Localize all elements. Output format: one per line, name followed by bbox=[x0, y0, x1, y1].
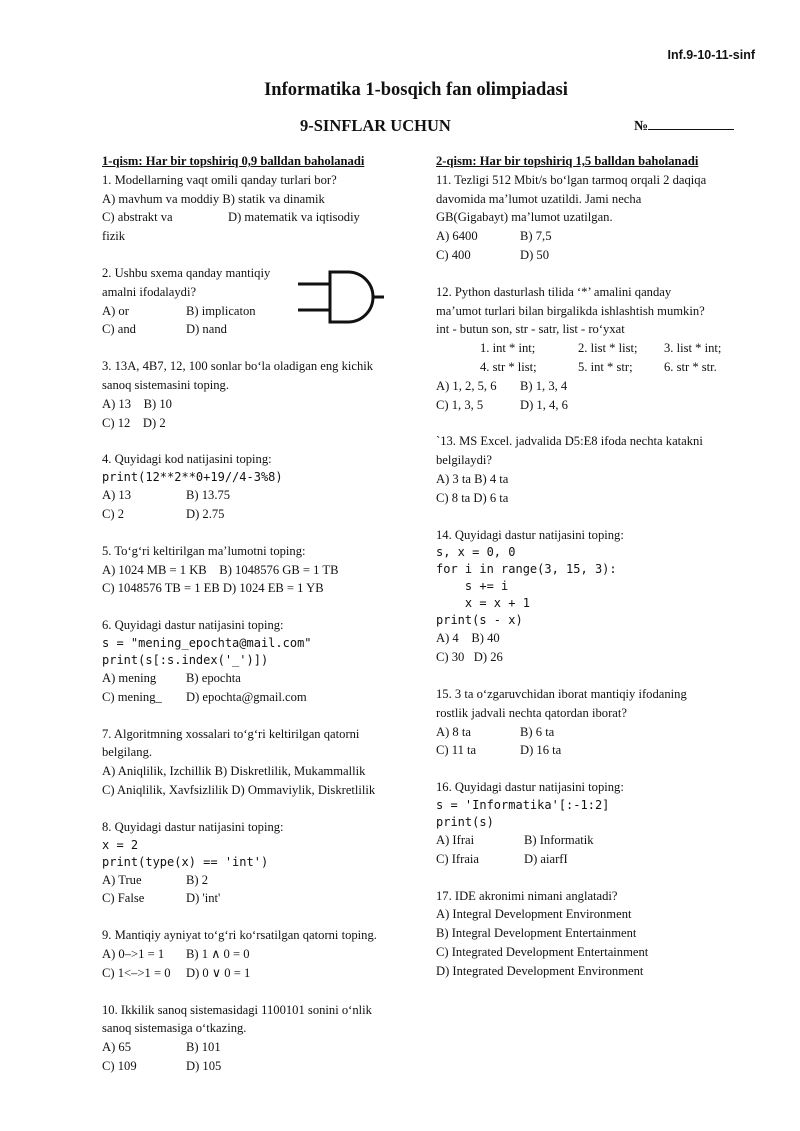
option-b: B) 13.75 bbox=[186, 488, 231, 503]
options-row: C) 8 ta D) 6 ta bbox=[436, 490, 509, 505]
option-d: D) epochta@gmail.com bbox=[186, 689, 307, 704]
option-c: C) False bbox=[102, 891, 145, 906]
code-snippet: print(type(x) == 'int') bbox=[102, 854, 269, 869]
question-text: 8. Quyidagi dastur natijasini toping: bbox=[102, 819, 284, 834]
part-two-heading: 2-qism: Har bir topshiriq 1,5 balldan baholanadi bbox=[436, 154, 699, 168]
class-tag: Inf.9-10-11-sinf bbox=[667, 48, 755, 62]
code-snippet: s = "mening_epochta@mail.com" bbox=[102, 635, 312, 650]
part-two-column bbox=[436, 152, 766, 999]
page-title: Informatika 1-bosqich fan olimpiadasi bbox=[264, 80, 568, 100]
part-one-heading: 1-qism: Har bir topshiriq 0,9 balldan baholanadi bbox=[102, 154, 365, 168]
options-row: A) Aniqlilik, Izchillik B) Diskretlilik, Mukammallik bbox=[102, 764, 366, 779]
question-text: ma’umot turlari bilan birgalikda ishlashtish mumkin? bbox=[436, 303, 705, 318]
question-text: GB(Gigabayt) ma’lumot uzatilgan. bbox=[436, 210, 613, 225]
option-a: A) or bbox=[102, 303, 129, 318]
question-text: davomida ma’lumot uzatildi. Jami necha bbox=[436, 191, 642, 206]
list-item: 4. str * list; bbox=[480, 359, 537, 374]
option-d: D) nand bbox=[186, 322, 227, 337]
options-row: A) 4 B) 40 bbox=[436, 631, 500, 646]
options bbox=[102, 871, 402, 909]
option-d: D) 16 ta bbox=[520, 743, 562, 758]
question-12 bbox=[436, 283, 766, 415]
option-a: A) 65 bbox=[102, 1040, 132, 1055]
question-text: int - butun son, str - satr, list - ro‘yxat bbox=[436, 322, 625, 337]
question-15 bbox=[436, 685, 766, 760]
option-a: A) True bbox=[102, 872, 142, 887]
question-14 bbox=[436, 526, 766, 667]
code-snippet: x = 2 bbox=[102, 837, 139, 852]
options bbox=[436, 831, 766, 869]
list-item: 6. str * str. bbox=[664, 359, 717, 374]
option-c: C) 2 bbox=[102, 506, 125, 521]
question-1 bbox=[102, 171, 402, 246]
options bbox=[102, 945, 402, 983]
option-b: B) epochta bbox=[186, 670, 241, 685]
number-label: № bbox=[634, 119, 649, 134]
option-a: A) 1, 2, 5, 6 bbox=[436, 378, 497, 393]
question-text: 6. Quyidagi dastur natijasini toping: bbox=[102, 618, 284, 633]
number-field bbox=[634, 118, 734, 135]
code-snippet: print(12**2**0+19//4-3%8) bbox=[102, 470, 283, 485]
question-6 bbox=[102, 616, 402, 706]
option-b: B) 2 bbox=[186, 872, 209, 887]
question-text: amalni ifodalaydi? bbox=[102, 284, 197, 299]
question-text: 5. To‘g‘ri keltirilgan ma’lumotni toping: bbox=[102, 543, 306, 558]
option-d: D) 2.75 bbox=[186, 506, 225, 521]
question-text: belgilang. bbox=[102, 745, 153, 760]
question-text: 15. 3 ta o‘zgaruvchidan iborat mantiqiy ifodaning bbox=[436, 686, 687, 701]
option-d: D) matematik va iqtisodiy bbox=[228, 210, 360, 225]
code-snippet: s = 'Informatika'[:-1:2] bbox=[436, 797, 610, 812]
question-text: 9. Mantiqiy ayniyat to‘g‘ri ko‘rsatilgan qatorni toping. bbox=[102, 928, 377, 943]
option-d: D) Integrated Development Environment bbox=[436, 963, 644, 978]
question-text: `13. MS Excel. jadvalida D5:E8 ifoda nechta katakni bbox=[436, 434, 703, 449]
question-text: 1. Modellarning vaqt omili qanday turlari bor? bbox=[102, 172, 337, 187]
option-c: C) Ifraia bbox=[436, 851, 480, 866]
option-b: B) Informatik bbox=[524, 832, 594, 847]
options bbox=[436, 377, 766, 415]
question-3 bbox=[102, 357, 402, 432]
question-4 bbox=[102, 450, 402, 523]
question-9 bbox=[102, 926, 402, 982]
option-a: A) 6400 bbox=[436, 229, 478, 244]
number-blank-line bbox=[648, 118, 734, 130]
combination-list bbox=[436, 339, 766, 377]
options bbox=[436, 723, 766, 761]
option-c: C) 11 ta bbox=[436, 743, 477, 758]
option-d: D) 0 ∨ 0 = 1 bbox=[186, 965, 251, 980]
list-item: 2. list * list; bbox=[578, 341, 638, 356]
and-gate-icon bbox=[296, 264, 386, 330]
option-d: D) 'int' bbox=[186, 891, 221, 906]
option-c: C) mening_ bbox=[102, 689, 162, 704]
option-b: B) 1, 3, 4 bbox=[520, 378, 568, 393]
options bbox=[102, 1038, 402, 1076]
code-snippet: print(s) bbox=[436, 814, 494, 829]
options-row: A) 1024 MB = 1 KB B) 1048576 GB = 1 TB bbox=[102, 562, 339, 577]
options-row: A) mavhum va moddiy B) statik va dinamik bbox=[102, 191, 325, 206]
part-one-column bbox=[102, 152, 402, 1094]
question-11 bbox=[436, 171, 766, 265]
option-b: B) 7,5 bbox=[520, 229, 552, 244]
option-c: C) 109 bbox=[102, 1058, 137, 1073]
question-16 bbox=[436, 778, 766, 868]
question-text: 12. Python dasturlash tilida ‘*’ amalini qanday bbox=[436, 284, 672, 299]
option-c: C) 1<–>1 = 0 bbox=[102, 965, 171, 980]
option-a: A) mening bbox=[102, 670, 157, 685]
options bbox=[102, 669, 402, 707]
question-5 bbox=[102, 542, 402, 598]
option-c: C) 1, 3, 5 bbox=[436, 397, 484, 412]
option-a: A) 8 ta bbox=[436, 724, 471, 739]
question-text: 4. Quyidagi kod natijasini toping: bbox=[102, 452, 272, 467]
option-c: C) and bbox=[102, 322, 136, 337]
question-text: 16. Quyidagi dastur natijasini toping: bbox=[436, 780, 624, 795]
options-row: C) Aniqlilik, Xavfsizlilik D) Ommaviylik, Diskretlilik bbox=[102, 782, 376, 797]
code-snippet: print(s[:s.index('_')]) bbox=[102, 652, 269, 667]
option-d: D) 105 bbox=[186, 1058, 222, 1073]
options-row: A) 3 ta B) 4 ta bbox=[436, 471, 509, 486]
options bbox=[102, 208, 402, 246]
list-item: 5. int * str; bbox=[578, 359, 633, 374]
options-row: A) 13 B) 10 bbox=[102, 396, 172, 411]
question-text: 2. Ushbu sxema qanday mantiqiy bbox=[102, 265, 271, 280]
question-text: 14. Quyidagi dastur natijasini toping: bbox=[436, 527, 624, 542]
option-a: A) 0–>1 = 1 bbox=[102, 946, 165, 961]
option-c: C) 400 bbox=[436, 247, 471, 262]
option-b: B) 1 ∧ 0 = 0 bbox=[186, 946, 250, 961]
list-item: 1. int * int; bbox=[480, 341, 536, 356]
question-text: 11. Tezligi 512 Mbit/s bo‘lgan tarmoq orqali 2 daqiqa bbox=[436, 172, 707, 187]
page-subtitle: 9-SINFLAR UCHUN bbox=[300, 116, 451, 135]
options-row: C) 30 D) 26 bbox=[436, 650, 503, 665]
option-b: B) Integral Development Entertainment bbox=[436, 926, 637, 941]
option-b: B) 6 ta bbox=[520, 724, 555, 739]
code-snippet: s, x = 0, 0 for i in range(3, 15, 3): s += i x = x + 1 print(s - x) bbox=[436, 545, 617, 628]
option-a: A) 13 bbox=[102, 488, 132, 503]
question-10 bbox=[102, 1001, 402, 1076]
question-13 bbox=[436, 432, 766, 507]
list-item: 3. list * int; bbox=[664, 341, 722, 356]
question-text: 17. IDE akronimi nimani anglatadi? bbox=[436, 888, 618, 903]
question-text: sanoq sistemasini toping. bbox=[102, 377, 229, 392]
question-text: sanoq sistemasiga o‘tkazing. bbox=[102, 1021, 247, 1036]
question-text: 3. 13A, 4B7, 12, 100 sonlar bo‘la oladigan eng kichik bbox=[102, 359, 374, 374]
question-17 bbox=[436, 887, 766, 981]
question-2 bbox=[102, 264, 402, 339]
option-b: B) implicaton bbox=[186, 303, 256, 318]
option-d: D) 50 bbox=[520, 247, 550, 262]
question-text: 7. Algoritmning xossalari to‘g‘ri keltirilgan qatorni bbox=[102, 726, 360, 741]
question-8 bbox=[102, 818, 402, 908]
option-d: D) 1, 4, 6 bbox=[520, 397, 568, 412]
option-b: B) 101 bbox=[186, 1040, 221, 1055]
option-d: D) aiarfI bbox=[524, 851, 568, 866]
option-c: C) abstrakt va fizik bbox=[102, 210, 173, 244]
question-7 bbox=[102, 725, 402, 800]
option-a: A) Ifrai bbox=[436, 832, 475, 847]
options-row: C) 1048576 TB = 1 EB D) 1024 EB = 1 YB bbox=[102, 581, 324, 596]
option-a: A) Integral Development Environment bbox=[436, 907, 632, 922]
question-text: 10. Ikkilik sanoq sistemasidagi 1100101 sonini o‘nlik bbox=[102, 1002, 372, 1017]
options-row: C) 12 D) 2 bbox=[102, 415, 166, 430]
options bbox=[436, 227, 766, 265]
options bbox=[102, 486, 402, 524]
question-text: belgilaydi? bbox=[436, 453, 492, 468]
question-text: rostlik jadvali nechta qatordan iborat? bbox=[436, 705, 627, 720]
option-c: C) Integrated Development Entertainment bbox=[436, 944, 649, 959]
